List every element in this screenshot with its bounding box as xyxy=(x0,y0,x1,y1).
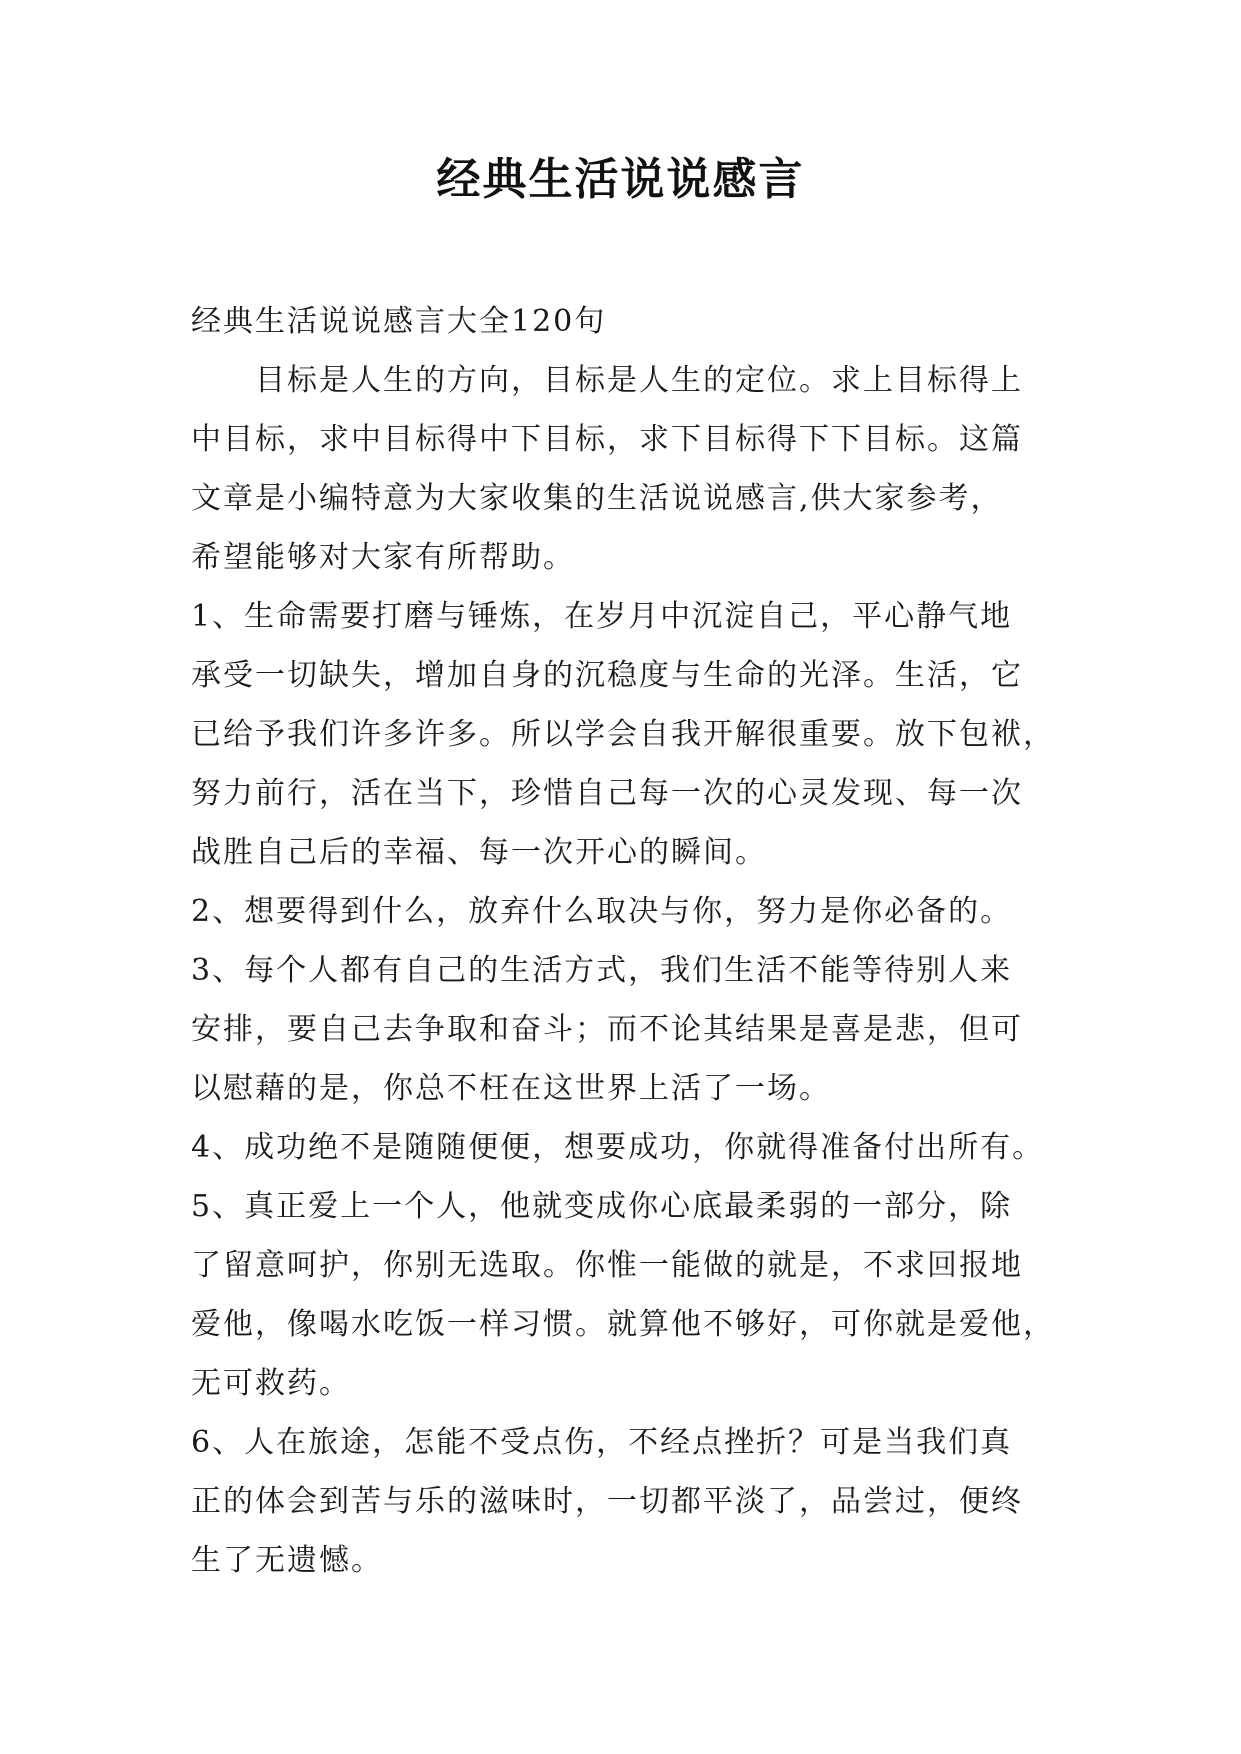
item-3-line-1: 3、每个人都有自己的生活方式，我们生活不能等待别人来 xyxy=(191,953,1013,988)
item-3-line-2: 安排，要自己去争取和奋斗；而不论其结果是喜是悲，但可 xyxy=(191,1012,1023,1047)
item-5-line-2: 了留意呵护，你别无选取。你惟一能做的就是，不求回报地 xyxy=(191,1248,1023,1283)
item-5-line-1: 5、真正爱上一个人，他就变成你心底最柔弱的一部分，除 xyxy=(191,1189,1013,1224)
intro-line-1: 目标是人生的方向，目标是人生的定位。求上目标得上 xyxy=(191,363,1023,398)
item-6-line-3: 生了无遗憾。 xyxy=(191,1543,383,1578)
item-5-line-4: 无可救药。 xyxy=(191,1366,351,1401)
item-1-line-4: 努力前行，活在当下，珍惜自己每一次的心灵发现、每一次 xyxy=(191,776,1023,811)
item-6-line-2: 正的体会到苦与乐的滋味时，一切都平淡了，品尝过，便终 xyxy=(191,1484,1023,1519)
item-2-line-1: 2、想要得到什么，放弃什么取决与你，努力是你必备的。 xyxy=(191,894,1013,929)
document-title: 经典生活说说感言 xyxy=(436,154,805,205)
item-5-line-3: 爱他，像喝水吃饭一样习惯。就算他不够好，可你就是爱他， xyxy=(191,1307,1055,1342)
document-body xyxy=(191,292,1071,1590)
item-4-line-1: 4、成功绝不是随随便便，想要成功，你就得准备付出所有。 xyxy=(191,1130,1045,1165)
item-1-line-1: 1、生命需要打磨与锤炼，在岁月中沉淀自己，平心静气地 xyxy=(191,599,1013,634)
item-6-line-1: 6、人在旅途，怎能不受点伤，不经点挫折？可是当我们真 xyxy=(191,1425,1013,1460)
item-1-line-2: 承受一切缺失，增加自身的沉稳度与生命的光泽。生活，它 xyxy=(191,658,1023,693)
intro-line-4: 希望能够对大家有所帮助。 xyxy=(191,540,575,575)
subtitle-line: 经典生活说说感言大全120句 xyxy=(191,304,607,339)
item-1-line-3: 已给予我们许多许多。所以学会自我开解很重要。放下包袱， xyxy=(191,717,1055,752)
intro-line-2: 中目标，求中目标得中下目标，求下目标得下下目标。这篇 xyxy=(191,422,1023,457)
item-3-line-3: 以慰藉的是，你总不枉在这世界上活了一场。 xyxy=(191,1071,831,1106)
item-1-line-5: 战胜自己后的幸福、每一次开心的瞬间。 xyxy=(191,835,767,870)
intro-line-3: 文章是小编特意为大家收集的生活说说感言,供大家参考， xyxy=(191,481,1003,516)
